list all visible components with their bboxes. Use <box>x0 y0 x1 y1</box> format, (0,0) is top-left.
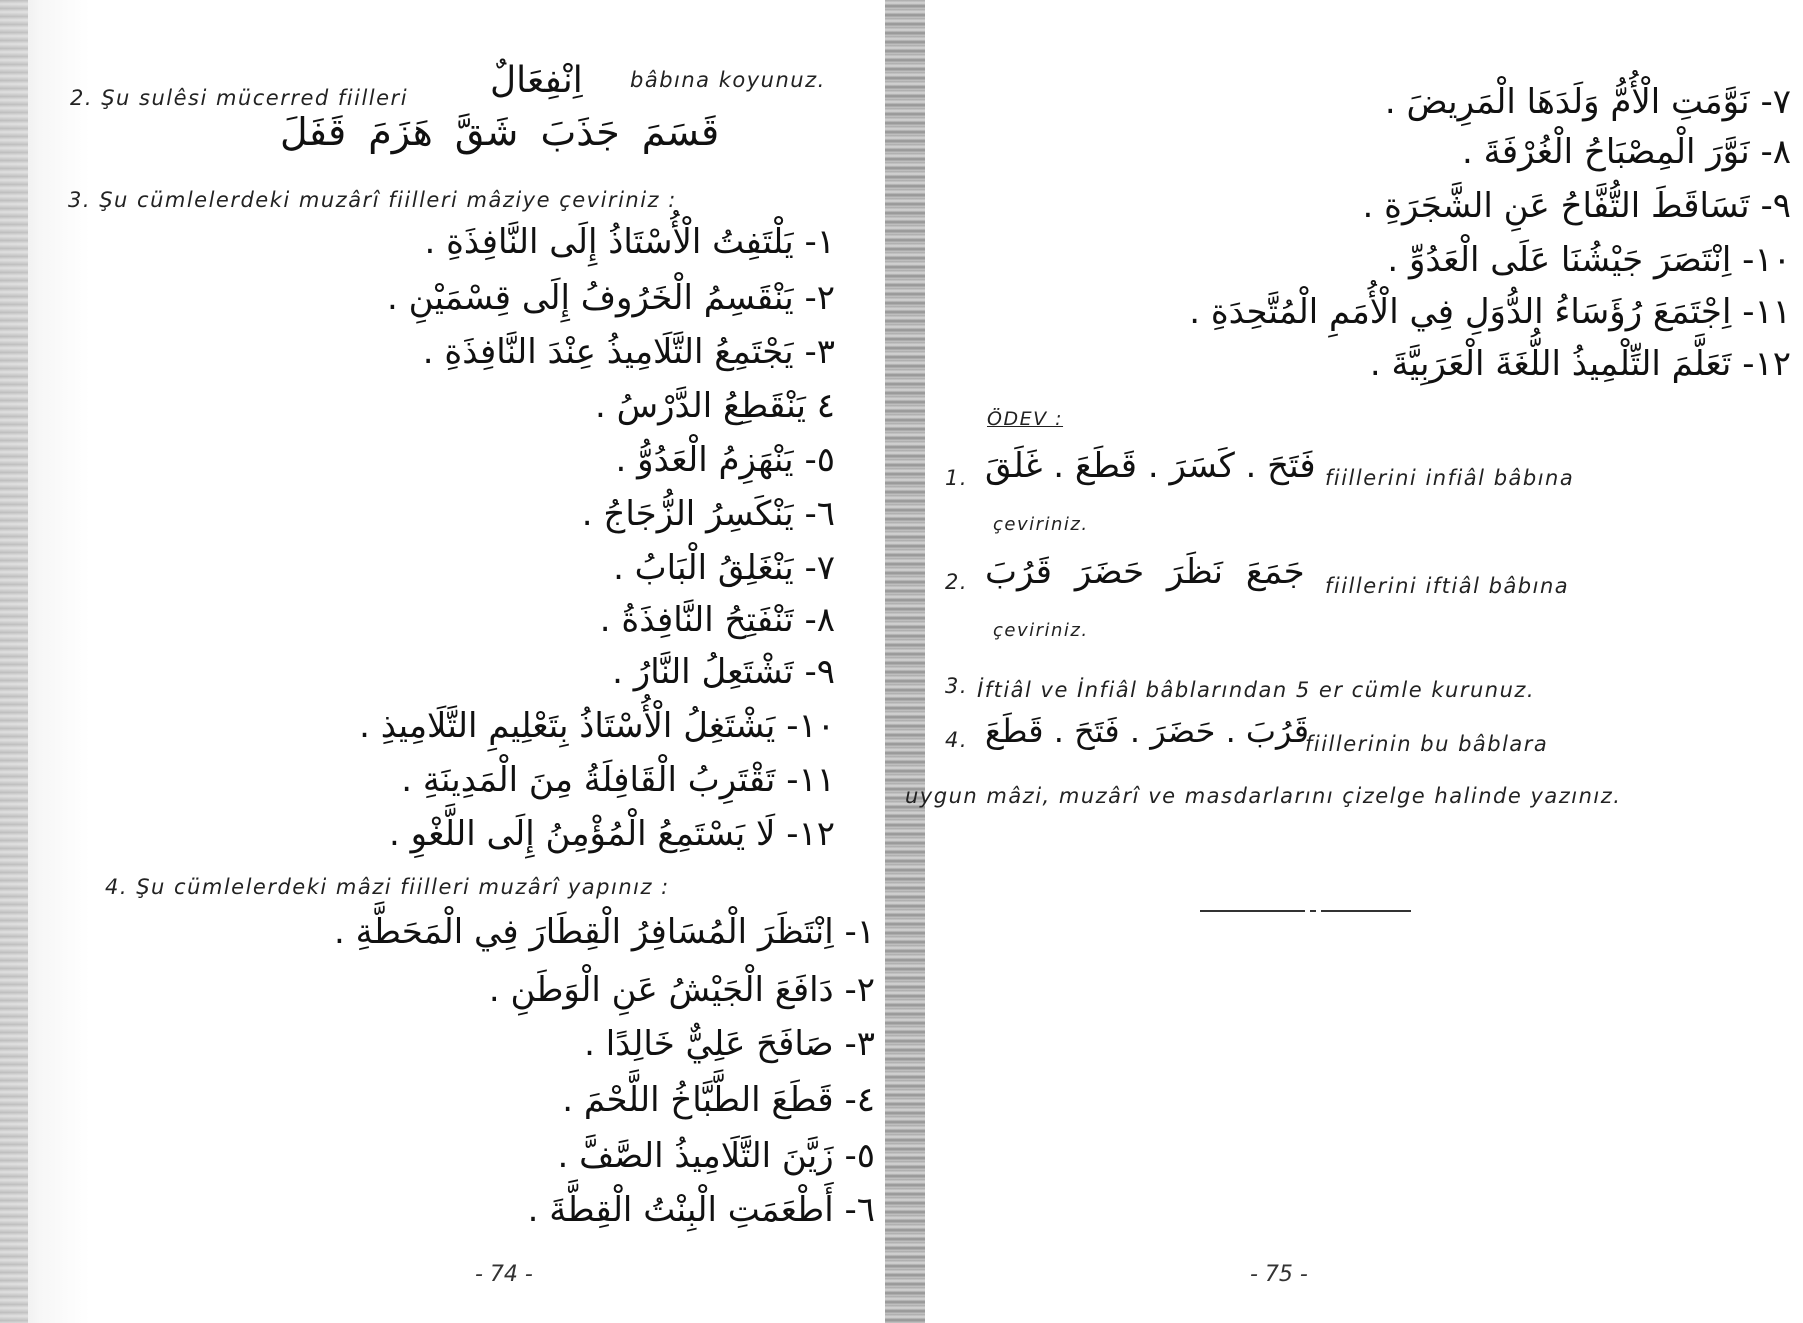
ex3-line-5: ٥- يَنْهَزِمُ الْعَدُوُّ . <box>615 440 835 480</box>
ex3-line-4: ٤ يَنْقَطِعُ الدَّرْسُ . <box>595 386 835 426</box>
ex3-line-12: ١٢- لَا يَسْتَمِعُ الْمُؤْمِنُ إِلَى اللَّغْوِ . <box>389 814 835 854</box>
ex3-line-1: ١- يَلْتَفِتُ الْأُسْتَاذُ إِلَى النَّافِذَةِ . <box>424 222 835 262</box>
odev-item-2-verbs: جَمَعَ نَظَرَ حَضَرَ قَرُبَ <box>985 552 1305 592</box>
ex3-line-6: ٦- يَنْكَسِرُ الزُّجَاجُ . <box>581 494 835 534</box>
ex3-line-9: ٩- تَشْتَعِلُ النَّارُ . <box>612 652 835 692</box>
ex-line-8: ٨- نَوَّرَ الْمِصْبَاحُ الْغُرْفَةَ . <box>1462 132 1791 172</box>
ex3-line-2: ٢- يَنْقَسِمُ الْخَرُوفُ إِلَى قِسْمَيْنِ . <box>387 278 835 318</box>
ex2-instruction-start: 2. Şu sulêsi mücerred fiilleri <box>70 86 409 110</box>
odev-item-4-text-cont: uygun mâzi, muzârî ve masdarlarını çizelge halinde yazınız. <box>905 784 1622 808</box>
odev-item-2-text-cont: çeviriniz. <box>993 620 1089 641</box>
ex3-instruction: 3. Şu cümlelerdeki muzârî fiilleri mâziye çeviriniz : <box>68 188 677 212</box>
odev-item-1-verbs: فَتَحَ . كَسَرَ . قَطَعَ . غَلَقَ <box>985 446 1316 486</box>
odev-title: ÖDEV : <box>987 408 1064 430</box>
odev-item-4-number: 4. <box>945 728 969 752</box>
ex4-line-5: ٥- زَيَّنَ التَّلَامِيذُ الصَّفَّ . <box>557 1136 875 1176</box>
odev-item-1-text-cont: çeviriniz. <box>993 514 1089 535</box>
ex4-line-2: ٢- دَافَعَ الْجَيْشُ عَنِ الْوَطَنِ . <box>488 970 875 1010</box>
ex3-line-8: ٨- تَنْفَتِحُ النَّافِذَةُ . <box>599 600 835 640</box>
page-number-right: - 75 - <box>1250 1262 1308 1287</box>
divider-line-right <box>1321 910 1411 912</box>
ex2-verbs: قَسَمَ جَذَبَ شَقَّ هَزَمَ قَفَلَ <box>280 110 720 154</box>
ex4-line-3: ٣- صَافَحَ عَلِيٌّ خَالِدًا . <box>584 1024 875 1064</box>
ex3-line-11: ١١- تَقْتَرِبُ الْقَافِلَةُ مِنَ الْمَدِينَةِ . <box>401 760 835 800</box>
ex4-instruction: 4. Şu cümlelerdeki mâzi fiilleri muzârî yapınız : <box>105 875 670 899</box>
odev-item-1-text: fiillerini infiâl bâbına <box>1325 466 1575 490</box>
ex-line-11: ١١- اِجْتَمَعَ رُؤَسَاءُ الدُّوَلِ فِي الْأُمَمِ الْمُتَّحِدَةِ . <box>1189 292 1791 332</box>
right-page <box>905 0 1803 1323</box>
ex-line-7: ٧- نَوَّمَتِ الْأُمُّ وَلَدَهَا الْمَرِيضَ . <box>1384 82 1791 122</box>
page-number-left: - 74 - <box>475 1262 533 1287</box>
ex4-line-1: ١- اِنْتَظَرَ الْمُسَافِرُ الْقِطَارَ فِي الْمَحَطَّةِ . <box>334 912 875 952</box>
odev-item-2-text: fiillerini iftiâl bâbına <box>1325 574 1570 598</box>
ex-line-12: ١٢- تَعَلَّمَ التِّلْمِيذُ اللُّغَةَ الْعَرَبِيَّةَ . <box>1369 344 1791 384</box>
ex3-line-10: ١٠- يَشْتَغِلُ الْأُسْتَاذُ بِتَعْلِيمِ التَّلَامِيذِ . <box>359 706 835 746</box>
ex-line-9: ٩- تَسَاقَطَ التُّفَّاحُ عَنِ الشَّجَرَةِ . <box>1362 186 1791 226</box>
left-page <box>0 0 895 1323</box>
odev-item-4-text: fiillerinin bu bâblara <box>1305 732 1549 756</box>
ex2-bab-name: اِنْفِعَالٌ <box>490 60 583 101</box>
divider-dot <box>1310 910 1316 912</box>
divider-line-left <box>1200 910 1305 912</box>
odev-item-3-text: İftiâl ve İnfiâl bâblarından 5 er cümle kurunuz. <box>977 678 1536 702</box>
ex4-line-6: ٦- أَطْعَمَتِ الْبِنْتُ الْقِطَّةَ . <box>527 1190 875 1230</box>
odev-item-3-number: 3. <box>945 674 969 698</box>
ex4-line-4: ٤- قَطَعَ الطَّبَّاخُ اللَّحْمَ . <box>562 1080 875 1120</box>
ex3-line-7: ٧- يَنْغَلِقُ الْبَابُ . <box>613 548 835 588</box>
ex3-line-3: ٣- يَجْتَمِعُ التَّلَامِيذُ عِنْدَ النَّافِذَةِ . <box>422 332 835 372</box>
odev-item-4-verbs: قَرُبَ . حَضَرَ . فَتَحَ . قَطَعَ <box>985 712 1309 750</box>
odev-item-1-number: 1. <box>945 466 969 490</box>
ex-line-10: ١٠- اِنْتَصَرَ جَيْشُنَا عَلَى الْعَدُوِّ . <box>1387 240 1791 280</box>
ex2-instruction-end: bâbına koyunuz. <box>630 68 826 92</box>
odev-item-2-number: 2. <box>945 570 969 594</box>
